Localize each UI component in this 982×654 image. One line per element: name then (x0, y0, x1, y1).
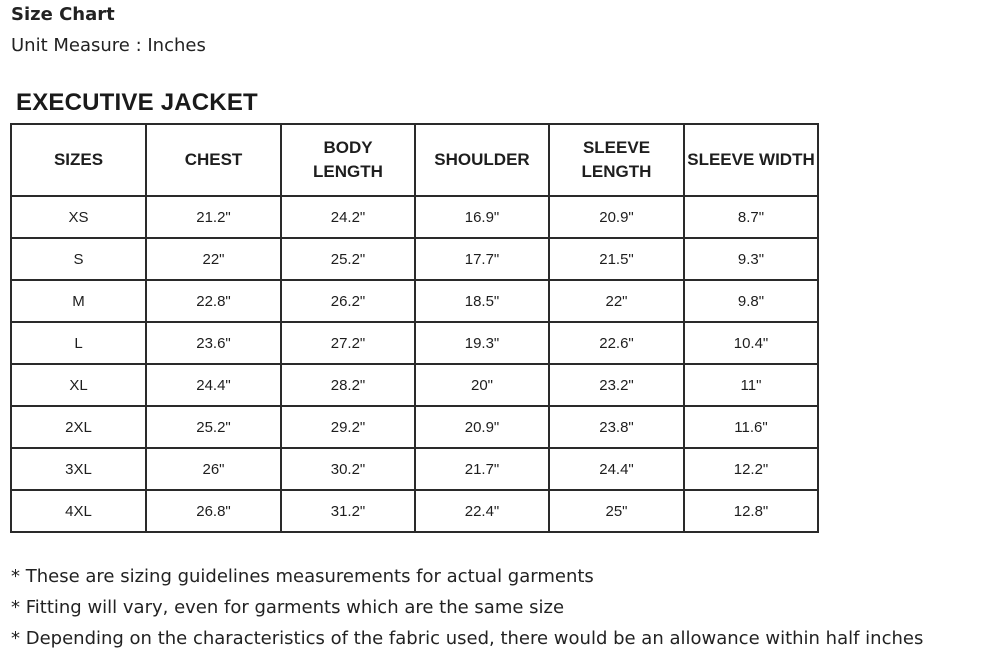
measurement-cell: 23.2" (549, 364, 684, 406)
note-line: * Fitting will vary, even for garments which are the same size (11, 597, 565, 618)
note-line: * These are sizing guidelines measurements for actual garments (11, 566, 594, 587)
notes (11, 561, 923, 654)
measurement-cell: 21.7" (415, 448, 549, 490)
table-body (11, 196, 818, 532)
table-row (11, 406, 818, 448)
column-header-sleeve-length: SLEEVE LENGTH (549, 124, 684, 196)
size-label-cell: 4XL (11, 490, 146, 532)
measurement-cell: 24.4" (146, 364, 281, 406)
measurement-cell: 11" (684, 364, 818, 406)
measurement-cell: 27.2" (281, 322, 415, 364)
measurement-cell: 23.6" (146, 322, 281, 364)
column-header-sleeve-width: SLEEVE WIDTH (684, 124, 818, 196)
table-row (11, 490, 818, 532)
measurement-cell: 20" (415, 364, 549, 406)
table-row (11, 364, 818, 406)
measurement-cell: 26" (146, 448, 281, 490)
measurement-cell: 21.2" (146, 196, 281, 238)
measurement-cell: 8.7" (684, 196, 818, 238)
column-header-chest: CHEST (146, 124, 281, 196)
measurement-cell: 12.8" (684, 490, 818, 532)
measurement-cell: 22" (146, 238, 281, 280)
column-header-body-length: BODY LENGTH (281, 124, 415, 196)
column-header-sizes: SIZES (11, 124, 146, 196)
measurement-cell: 9.3" (684, 238, 818, 280)
measurement-cell: 28.2" (281, 364, 415, 406)
table-header-row (11, 124, 818, 196)
measurement-cell: 18.5" (415, 280, 549, 322)
measurement-cell: 25.2" (146, 406, 281, 448)
size-label-cell: L (11, 322, 146, 364)
size-label-cell: S (11, 238, 146, 280)
table-row (11, 238, 818, 280)
table-row (11, 448, 818, 490)
measurement-cell: 16.9" (415, 196, 549, 238)
measurement-cell: 17.7" (415, 238, 549, 280)
size-label-cell: M (11, 280, 146, 322)
measurement-cell: 24.4" (549, 448, 684, 490)
size-label-cell: 2XL (11, 406, 146, 448)
measurement-cell: 12.2" (684, 448, 818, 490)
measurement-cell: 9.8" (684, 280, 818, 322)
measurement-cell: 22" (549, 280, 684, 322)
measurement-cell: 30.2" (281, 448, 415, 490)
column-header-shoulder: SHOULDER (415, 124, 549, 196)
size-label-cell: XL (11, 364, 146, 406)
measurement-cell: 25" (549, 490, 684, 532)
size-chart-image (0, 80, 830, 542)
measurement-cell: 11.6" (684, 406, 818, 448)
table-row (11, 280, 818, 322)
measurement-cell: 23.8" (549, 406, 684, 448)
size-label-cell: XS (11, 196, 146, 238)
measurement-cell: 20.9" (415, 406, 549, 448)
size-table (10, 123, 819, 533)
measurement-cell: 10.4" (684, 322, 818, 364)
note-line: * Depending on the characteristics of the fabric used, there would be an allowance within half inches (11, 628, 924, 649)
table-row (11, 322, 818, 364)
measurement-cell: 31.2" (281, 490, 415, 532)
table-row (11, 196, 818, 238)
measurement-cell: 29.2" (281, 406, 415, 448)
measurement-cell: 26.2" (281, 280, 415, 322)
product-name: EXECUTIVE JACKET (16, 89, 258, 116)
measurement-cell: 22.6" (549, 322, 684, 364)
size-chart-title: Size Chart (11, 4, 115, 25)
measurement-cell: 22.8" (146, 280, 281, 322)
size-label-cell: 3XL (11, 448, 146, 490)
measurement-cell: 25.2" (281, 238, 415, 280)
unit-measure-text: Unit Measure : Inches (11, 35, 206, 56)
measurement-cell: 20.9" (549, 196, 684, 238)
measurement-cell: 26.8" (146, 490, 281, 532)
measurement-cell: 22.4" (415, 490, 549, 532)
measurement-cell: 19.3" (415, 322, 549, 364)
measurement-cell: 21.5" (549, 238, 684, 280)
measurement-cell: 24.2" (281, 196, 415, 238)
